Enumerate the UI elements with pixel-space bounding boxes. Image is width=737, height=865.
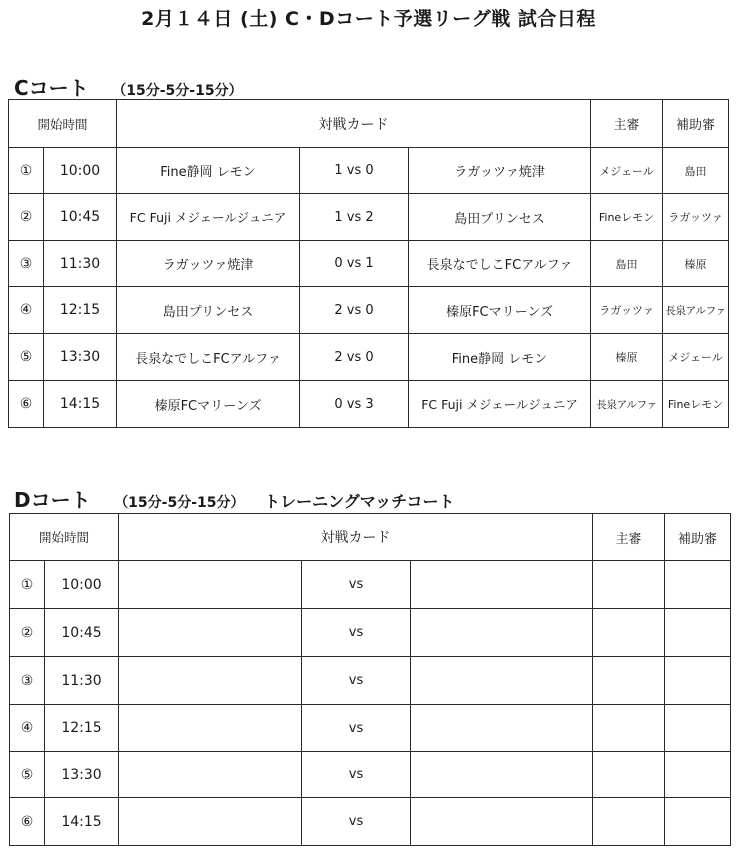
court-d-heading — [14, 484, 455, 513]
table-row — [10, 798, 731, 846]
match-score: 2 vs 0 — [300, 334, 409, 381]
match-number: ① — [9, 148, 44, 194]
home-team: 榛原FCマリーンズ — [117, 381, 300, 428]
match-card-header: 対戦カード — [119, 514, 593, 561]
start-time: 10:00 — [44, 148, 117, 194]
start-time: 10:45 — [45, 609, 119, 657]
away-team — [411, 752, 593, 798]
match-number: ③ — [10, 657, 45, 705]
home-team: ラガッツァ焼津 — [117, 241, 300, 287]
assistant-referee: 島田 — [663, 148, 729, 194]
court-c-header-row — [9, 100, 729, 148]
referee — [593, 752, 665, 798]
match-number: ⑤ — [9, 334, 44, 381]
away-team: ラガッツァ焼津 — [409, 148, 591, 194]
referee-header: 主審 — [591, 100, 663, 148]
match-number: ⑤ — [10, 752, 45, 798]
match-score: vs — [302, 609, 411, 657]
start-time: 13:30 — [45, 752, 119, 798]
referee — [593, 798, 665, 846]
start-time: 10:45 — [44, 194, 117, 241]
court-d-format: （15分-5分-15分） — [114, 495, 245, 511]
home-team: Fine静岡 レモン — [117, 148, 300, 194]
referee: 榛原 — [591, 334, 663, 381]
assistant-referee — [665, 657, 731, 705]
assistant-referee: メジェール — [663, 334, 729, 381]
match-number: ② — [10, 609, 45, 657]
referee-header: 主審 — [593, 514, 665, 561]
match-score: 0 vs 3 — [300, 381, 409, 428]
referee: メジェール — [591, 148, 663, 194]
match-number: ④ — [10, 705, 45, 752]
away-team: 長泉なでしこFCアルファ — [409, 241, 591, 287]
away-team — [411, 609, 593, 657]
table-row — [9, 334, 729, 381]
court-d-name: Dコート — [14, 488, 91, 512]
home-team — [119, 705, 302, 752]
start-time: 12:15 — [44, 287, 117, 334]
match-number: ③ — [9, 241, 44, 287]
start-time: 10:00 — [45, 561, 119, 609]
court-d-note: トレーニングマッチコート — [264, 492, 455, 511]
match-score: 1 vs 2 — [300, 194, 409, 241]
home-team — [119, 752, 302, 798]
match-score: vs — [302, 657, 411, 705]
table-row — [10, 561, 731, 609]
start-time-header: 開始時間 — [9, 100, 117, 148]
match-number: ⑥ — [9, 381, 44, 428]
table-row — [9, 381, 729, 428]
away-team: 島田プリンセス — [409, 194, 591, 241]
home-team — [119, 561, 302, 609]
table-row — [10, 705, 731, 752]
court-c-format: （15分-5分-15分） — [112, 83, 243, 99]
assistant-referee: 長泉アルファ — [663, 287, 729, 334]
court-c-heading — [14, 72, 257, 101]
court-c-schedule-table — [8, 99, 729, 428]
assistant-referee-header: 補助審 — [665, 514, 731, 561]
table-row — [9, 148, 729, 194]
referee — [593, 561, 665, 609]
home-team: FC Fuji メジェールジュニア — [117, 194, 300, 241]
match-score: 2 vs 0 — [300, 287, 409, 334]
home-team — [119, 798, 302, 846]
table-row — [10, 752, 731, 798]
assistant-referee: ラガッツァ — [663, 194, 729, 241]
start-time: 13:30 — [44, 334, 117, 381]
away-team — [411, 798, 593, 846]
assistant-referee — [665, 752, 731, 798]
home-team: 長泉なでしこFCアルファ — [117, 334, 300, 381]
referee — [593, 657, 665, 705]
start-time: 11:30 — [45, 657, 119, 705]
court-d-schedule-table — [9, 513, 731, 846]
referee — [593, 705, 665, 752]
match-number: ④ — [9, 287, 44, 334]
table-row — [9, 287, 729, 334]
assistant-referee: Fineレモン — [663, 381, 729, 428]
home-team — [119, 657, 302, 705]
assistant-referee — [665, 705, 731, 752]
assistant-referee — [665, 798, 731, 846]
match-card-header: 対戦カード — [117, 100, 591, 148]
referee: Fineレモン — [591, 194, 663, 241]
match-score: vs — [302, 752, 411, 798]
match-score: 0 vs 1 — [300, 241, 409, 287]
start-time: 12:15 — [45, 705, 119, 752]
match-score: vs — [302, 561, 411, 609]
match-score: vs — [302, 705, 411, 752]
away-team — [411, 705, 593, 752]
page-title: 2月１４日 (土) C・Dコート予選リーグ戦 試合日程 — [141, 8, 596, 30]
away-team: Fine静岡 レモン — [409, 334, 591, 381]
assistant-referee — [665, 561, 731, 609]
table-row — [9, 241, 729, 287]
away-team: 榛原FCマリーンズ — [409, 287, 591, 334]
home-team: 島田プリンセス — [117, 287, 300, 334]
court-c-name: Cコート — [14, 76, 89, 100]
start-time: 11:30 — [44, 241, 117, 287]
match-score: vs — [302, 798, 411, 846]
court-d-header-row — [10, 514, 731, 561]
match-number: ⑥ — [10, 798, 45, 846]
match-score: 1 vs 0 — [300, 148, 409, 194]
table-row — [10, 657, 731, 705]
match-number: ① — [10, 561, 45, 609]
table-row — [10, 609, 731, 657]
start-time: 14:15 — [44, 381, 117, 428]
start-time: 14:15 — [45, 798, 119, 846]
referee: 島田 — [591, 241, 663, 287]
referee — [593, 609, 665, 657]
away-team: FC Fuji メジェールジュニア — [409, 381, 591, 428]
away-team — [411, 561, 593, 609]
referee: 長泉アルファ — [591, 381, 663, 428]
referee: ラガッツァ — [591, 287, 663, 334]
home-team — [119, 609, 302, 657]
assistant-referee-header: 補助審 — [663, 100, 729, 148]
assistant-referee — [665, 609, 731, 657]
start-time-header: 開始時間 — [10, 514, 119, 561]
assistant-referee: 榛原 — [663, 241, 729, 287]
match-number: ② — [9, 194, 44, 241]
away-team — [411, 657, 593, 705]
table-row — [9, 194, 729, 241]
